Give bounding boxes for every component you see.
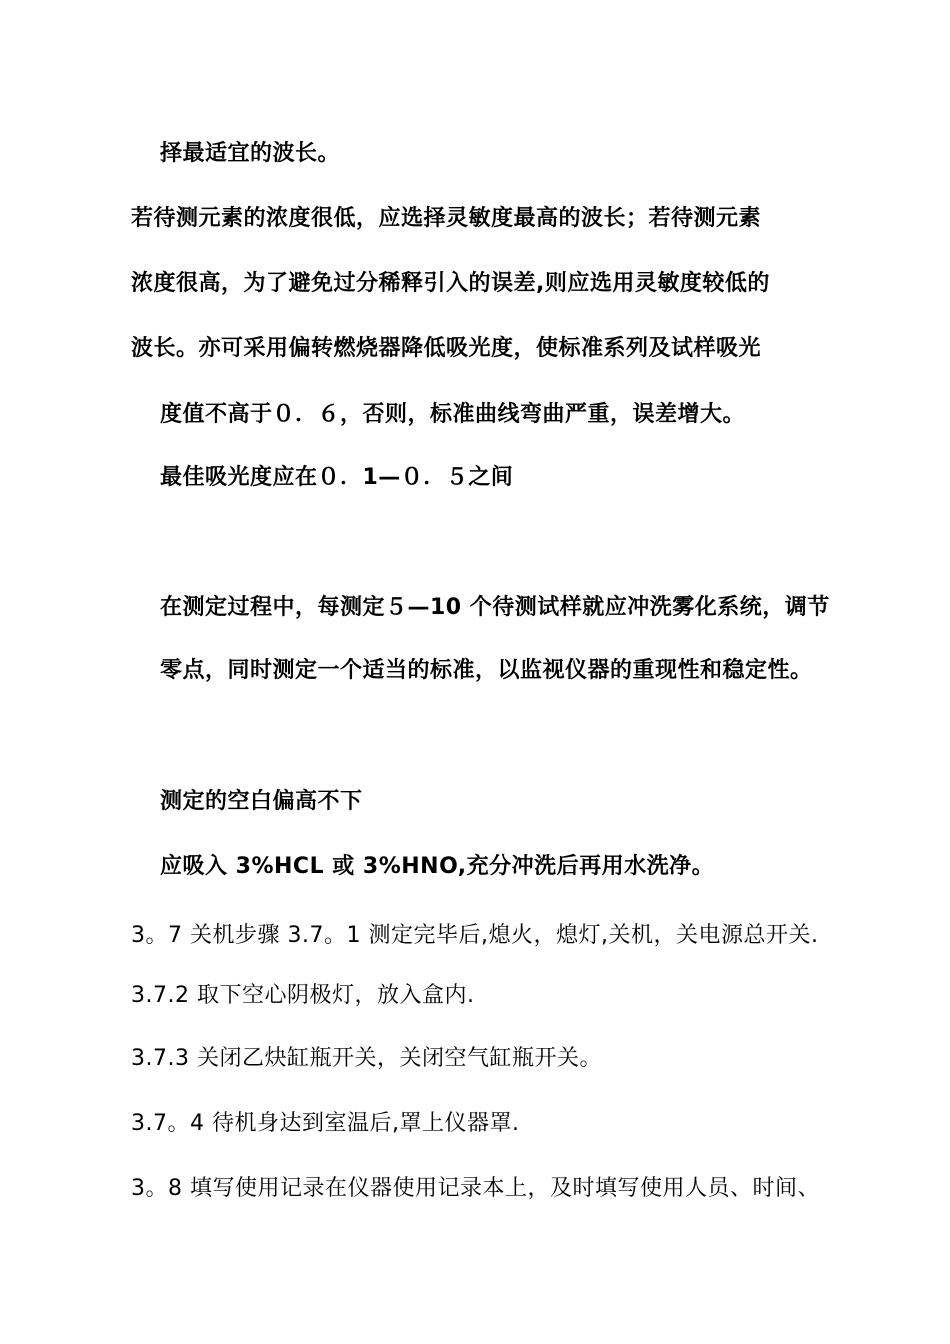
text-line-15: 3。8 填写使用记录在仪器使用记录本上，及时填写使用人员、时间、 [131,1176,820,1201]
text-line-10: 应吸入 3%HCL 或 3%HNO,充分冲洗后再用水洗净。 [160,854,715,879]
text-line-6: 最佳吸光度应在０．1—０．５之间 [160,465,514,490]
text-line-12: 3.7.2 取下空心阴极灯，放入盒内. [131,983,475,1008]
text-line-9: 测定的空白偏高不下 [160,789,363,814]
text-line-4: 波长。亦可采用偏转燃烧器降低吸光度，使标准系列及试样吸光 [131,336,762,361]
text-line-8: 零点，同时测定一个适当的标准，以监视仪器的重现性和稳定性。 [160,658,813,683]
text-line-3: 浓度很高，为了避免过分稀释引入的误差,则应选用灵敏度较低的 [131,271,770,296]
text-line-1: 择最适宜的波长。 [160,141,341,166]
text-line-7: 在测定过程中，每测定５—10 个待测试样就应冲洗雾化系统，调节 [160,595,830,620]
text-line-11: 3。7 关机步骤 3.7。1 测定完毕后,熄火，熄灯,关机，关电源总开关. [131,923,819,948]
text-line-14: 3.7。4 待机身达到室温后,罩上仪器罩. [131,1111,520,1136]
text-line-2: 若待测元素的浓度很低，应选择灵敏度最高的波长；若待测元素 [131,206,762,231]
text-line-5: 度值不高于０．６，否则，标准曲线弯曲严重，误差增大。 [160,402,746,427]
text-line-13: 3.7.3 关闭乙炔缸瓶开关，关闭空气缸瓶开关。 [131,1046,602,1071]
